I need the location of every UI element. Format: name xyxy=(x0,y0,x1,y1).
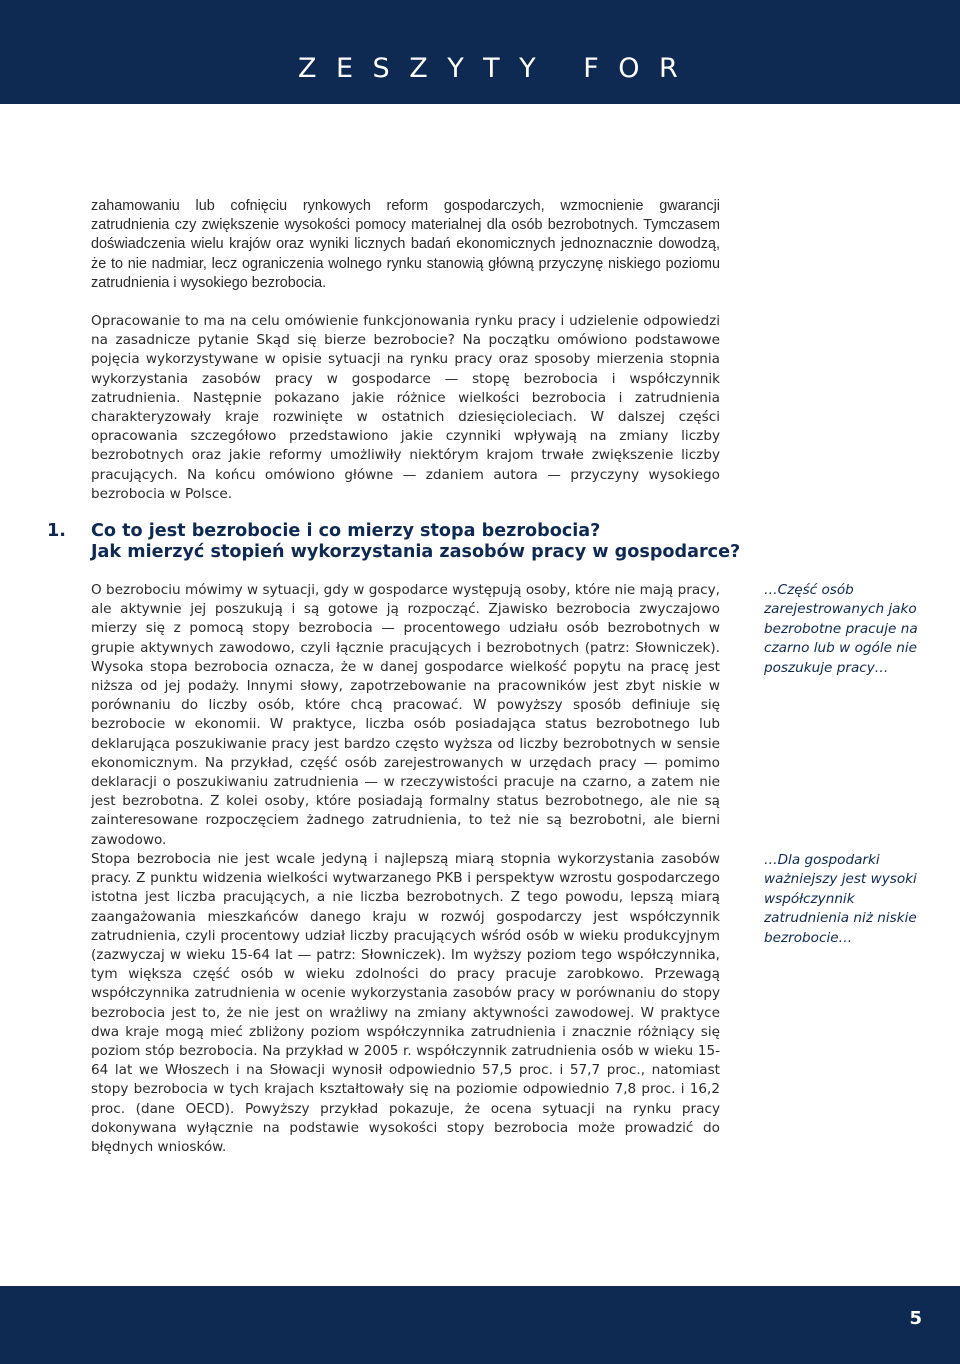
paragraph-unemployment-definition: O bezrobociu mówimy w sytuacji, gdy w gospodarce występują osoby, które nie mają pracy, ale aktywnie jej poszukują i są gotowe ją rozpocząć. Zjawisko bezrobocia zwyczajowo mierzy się z pomocą stopy bezrobocia — procentowego udziału osób bezrobotnych w grupie aktywnych zawodowo, czyli łącznie pracujących i bezrobotnych (patrz: Słowniczek). Wysoka stopa bezrobocia oznacza, że w danej gospodarce wielkość popytu na pracę jest niższa od jej podaży. Innymi słowy, zapotrzebowanie na pracowników jest zbyt niskie w porównaniu do liczby osób, które chcą pracować. W powyższy sposób definiuje się bezrobocie w ekonomii. W praktyce, liczba osób posiadająca status bezrobotnego lub deklarująca poszukiwanie pracy jest bardzo często wyższa od liczby bezrobotnych w sensie ekonomicznym. Na przykład, część osób zarejestrowanych w urzędach pracy — pomimo deklaracji o poszukiwaniu zatrudnienia — w rzeczywistości pracuje na czarno, a zatem nie jest bezrobotna. Z kolei osoby, które posiadają formalny status bezrobotnego, ale nie są zainteresowane rozpoczęciem żadnego zatrudnienia, to też nie są bezrobotni, ale bierni zawodowo. xyxy=(91,582,720,848)
sidenote-employment-rate: …Dla gospodarki ważniejszy jest wysoki współczynnik zatrudnienia niż niskie bezrobocie… xyxy=(764,852,917,946)
paragraph-employment-rate: Stopa bezrobocia nie jest wcale jedyną i najlepszą miarą stopnia wykorzystania zasobów pracy. Z punktu widzenia wielkości wytwarzanego PKB i perspektyw wzrostu gospodarczego istotna jest liczba pracujących, a nie liczba bezrobotnych. Z tego powodu, lepszą miarą zaangażowania mieszkańców danego kraju w rozwój gospodarczy jest współczynnik zatrudnienia, czyli procentowy udział liczby pracujących wśród osób w wieku produkcyjnym (zazwyczaj w wieku 15-64 lat — patrz: Słowniczek). Im wyższy poziom tego współczynnika, tym większa część osób w wieku zdolności do pracy pracuje zarobkowo. Przewagą współczynnika zatrudnienia w ocenie wykorzystania zasobów pracy w porównaniu do stopy bezrobocia jest to, że nie jest on wrażliwy na zmiany aktywności zawodowej. W praktyce dwa kraje mogą mieć zbliżony poziom współczynnika zatrudnienia i znacznie różniący się poziom stóp bezrobocia. Na przykład w 2005 r. współczynnik zatrudnienia osób w wieku 15-64 lat we Włoszech i na Słowacji wynosił odpowiednio 57,5 proc. i 57,7 proc., natomiast stopy bezrobocia w tych krajach kształtowały się na poziomie odpowiednio 7,8 proc. i 16,2 proc. (dane OECD). Powyższy przykład pokazuje, że ocena sytuacji na rynku pracy dokonywana wyłącznie na podstawie wysokości stopy bezrobocia może prowadzić do błędnych wniosków. xyxy=(91,851,720,1156)
paragraph-aim: Opracowanie to ma na celu omówienie funkcjonowania rynku pracy i udzielenie odpowiedzi na zasadnicze pytanie Skąd się bierze bezrobocie? Na początku omówiono podstawowe pojęcia wykorzystywane w opisie sytuacji na rynku pracy oraz sposoby mierzenia stopnia wykorzystania zasobów pracy w gospodarce — stopę bezrobocia i współczynnik zatrudnienia. Następnie pokazano jakie różnice wielkości bezrobocia i zatrudnienia charakteryzowały kraje rozwinięte w ostatnich dziesięcioleciach. W dalszej części opracowania szczegółowo przedstawiono jakie czynniki wpływają na zmiany liczby bezrobotnych oraz jakie reformy umożliwiły niektórym krajom trwałe zwiększenie liczby pracujących. Na końcu omówiono główne — zdaniem autora — przyczyny wysokiego bezrobocia w Polsce. xyxy=(91,313,720,502)
page-number: 5 xyxy=(909,1308,922,1329)
section-title-line-1: Co to jest bezrobocie i co mierzy stopa bezrobocia? xyxy=(91,521,601,541)
section-number: 1. xyxy=(47,521,66,541)
page-header-band xyxy=(0,0,960,104)
page-footer-band xyxy=(0,1286,960,1364)
journal-title: ZESZYTY FOR xyxy=(298,53,698,84)
intro-paragraph: zahamowaniu lub cofnięciu rynkowych reform gospodarczych, wzmocnienie gwarancji zatrudnienia czy zwiększenie wysokości pomocy materialnej dla osób bezrobotnych. Tymczasem doświadczenia wielu krajów oraz wyniki licznych badań ekonomicznych jednoznacznie dowodzą, że to nie nadmiar, lecz ograniczenia wolnego rynku stanowią główną przyczynę niskiego poziomu zatrudnienia i wysokiego bezrobocia. xyxy=(91,198,720,291)
sidenote-registered-unemployed: …Część osób zarejestrowanych jako bezrobotne pracuje na czarno lub w ogóle nie poszukuje pracy… xyxy=(764,582,918,676)
section-title-line-2: Jak mierzyć stopień wykorzystania zasobów pracy w gospodarce? xyxy=(91,542,741,562)
section-heading xyxy=(47,521,767,563)
